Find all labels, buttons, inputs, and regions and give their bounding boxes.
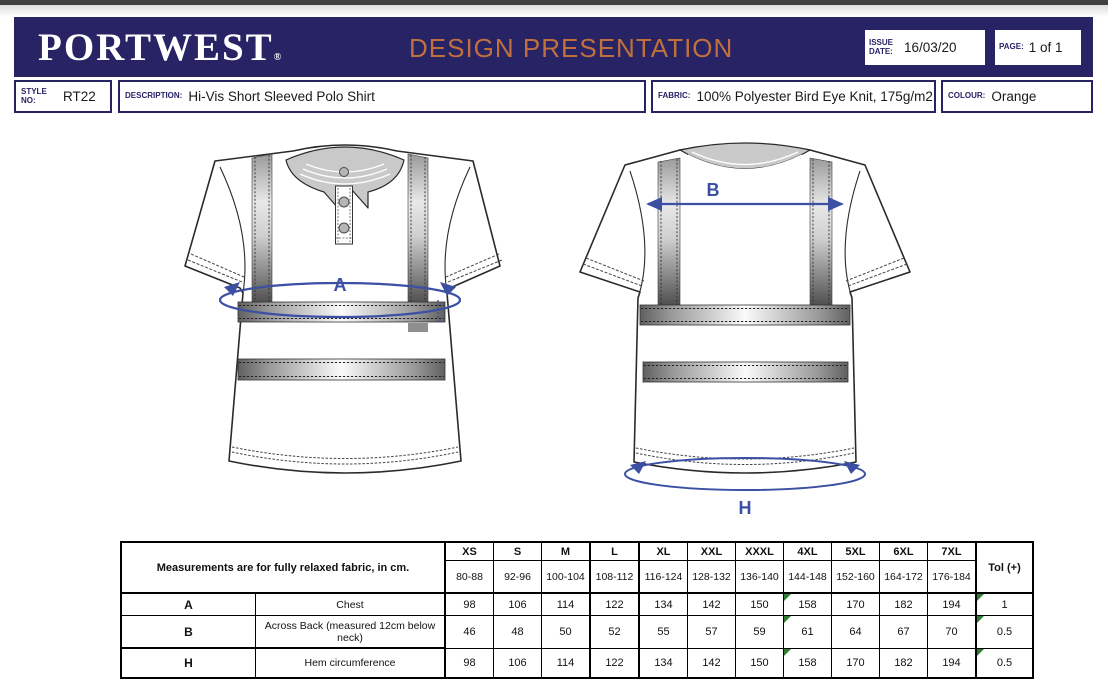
page-label: PAGE: bbox=[999, 42, 1024, 52]
tolerance-col-header: Tol (+) bbox=[976, 542, 1033, 593]
document-title: DESIGN PRESENTATION bbox=[409, 33, 734, 63]
size-col-header: XL bbox=[639, 542, 688, 561]
tolerance-cell: 0.5 bbox=[976, 648, 1033, 678]
size-col-header: M bbox=[542, 542, 591, 561]
description-value: Hi-Vis Short Sleeved Polo Shirt bbox=[188, 89, 375, 104]
measurement-cell: 134 bbox=[639, 593, 688, 616]
measurement-name: Chest bbox=[256, 593, 446, 616]
front-view-drawing bbox=[178, 134, 512, 510]
size-range: 100-104 bbox=[542, 561, 591, 594]
page-number-box bbox=[995, 30, 1081, 65]
size-range: 108-112 bbox=[590, 561, 639, 594]
measurement-letter: B bbox=[121, 616, 256, 649]
issue-date-label: ISSUE DATE: bbox=[869, 37, 894, 56]
style-no-box bbox=[14, 80, 112, 113]
size-range: 80-88 bbox=[445, 561, 494, 594]
measurement-letter: H bbox=[121, 648, 256, 678]
size-range: 92-96 bbox=[494, 561, 542, 594]
size-range: 144-148 bbox=[784, 561, 832, 594]
size-col-header: 7XL bbox=[928, 542, 977, 561]
across-back-letter: B bbox=[706, 180, 720, 200]
size-col-header: L bbox=[590, 542, 639, 561]
size-range: 128-132 bbox=[688, 561, 736, 594]
measurement-cell: 150 bbox=[736, 593, 784, 616]
measurement-cell: 59 bbox=[736, 616, 784, 649]
measurement-cell: 114 bbox=[542, 648, 591, 678]
size-table bbox=[120, 541, 1034, 679]
style-no-value: RT22 bbox=[63, 89, 96, 104]
size-col-header: 6XL bbox=[880, 542, 928, 561]
header-bar bbox=[14, 17, 1093, 77]
measurement-cell: 114 bbox=[542, 593, 591, 616]
measurement-cell: 194 bbox=[928, 648, 977, 678]
colour-label: COLOUR: bbox=[948, 91, 986, 101]
measurement-cell: 194 bbox=[928, 593, 977, 616]
measurement-cell: 64 bbox=[832, 616, 880, 649]
measurement-cell: 52 bbox=[590, 616, 639, 649]
size-col-header: XXL bbox=[688, 542, 736, 561]
fabric-label: FABRIC: bbox=[658, 91, 691, 101]
size-col-header: XXXL bbox=[736, 542, 784, 561]
size-col-header: S bbox=[494, 542, 542, 561]
issue-date-value: 16/03/20 bbox=[904, 40, 957, 55]
page-value: 1 of 1 bbox=[1028, 40, 1063, 55]
measurement-cell: 182 bbox=[880, 648, 928, 678]
front-button-1 bbox=[340, 168, 349, 177]
measurement-name: Hem circumference bbox=[256, 648, 446, 678]
front-button-3 bbox=[339, 223, 349, 233]
measurement-cell: 55 bbox=[639, 616, 688, 649]
measurement-cell: 98 bbox=[445, 648, 494, 678]
measurement-cell: 142 bbox=[688, 648, 736, 678]
size-range: 152-160 bbox=[832, 561, 880, 594]
fabric-value: 100% Polyester Bird Eye Knit, 175g/m2 bbox=[696, 89, 933, 104]
size-range: 176-184 bbox=[928, 561, 977, 594]
measurement-cell: 170 bbox=[832, 593, 880, 616]
measurement-cell: 98 bbox=[445, 593, 494, 616]
measurement-cell: 182 bbox=[880, 593, 928, 616]
style-no-label: STYLE NO: bbox=[21, 86, 47, 105]
size-range: 136-140 bbox=[736, 561, 784, 594]
measurement-cell: 46 bbox=[445, 616, 494, 649]
measurement-cell: 122 bbox=[590, 593, 639, 616]
measurement-cell: 106 bbox=[494, 593, 542, 616]
measurement-cell: 50 bbox=[542, 616, 591, 649]
size-range: 164-172 bbox=[880, 561, 928, 594]
measurement-cell: 67 bbox=[880, 616, 928, 649]
front-button-2 bbox=[339, 197, 349, 207]
description-box bbox=[118, 80, 646, 113]
measurement-cell: 106 bbox=[494, 648, 542, 678]
portwest-logo bbox=[38, 25, 281, 70]
measurement-cell: 158 bbox=[784, 648, 832, 678]
issue-date-box bbox=[865, 30, 985, 65]
measurement-cell: 142 bbox=[688, 593, 736, 616]
measurement-cell: 170 bbox=[832, 648, 880, 678]
registered-mark: ® bbox=[273, 52, 282, 63]
description-label: DESCRIPTION: bbox=[125, 91, 183, 101]
size-range: 116-124 bbox=[639, 561, 688, 594]
back-view-drawing bbox=[578, 136, 918, 522]
measurement-letter: A bbox=[121, 593, 256, 616]
fabric-box bbox=[651, 80, 936, 113]
measurement-cell: 122 bbox=[590, 648, 639, 678]
top-fade bbox=[0, 5, 1108, 17]
hem-letter: H bbox=[738, 498, 752, 518]
measurement-cell: 61 bbox=[784, 616, 832, 649]
size-col-header: 5XL bbox=[832, 542, 880, 561]
size-table-wrapper bbox=[120, 541, 1034, 679]
size-col-header: XS bbox=[445, 542, 494, 561]
measurement-cell: 48 bbox=[494, 616, 542, 649]
measurement-cell: 57 bbox=[688, 616, 736, 649]
measurement-name: Across Back (measured 12cm below neck) bbox=[256, 616, 446, 649]
tolerance-cell: 1 bbox=[976, 593, 1033, 616]
measurement-cell: 134 bbox=[639, 648, 688, 678]
size-col-header: 4XL bbox=[784, 542, 832, 561]
colour-box bbox=[941, 80, 1093, 113]
table-caption: Measurements are for fully relaxed fabric, in cm. bbox=[121, 542, 445, 593]
measurement-cell: 150 bbox=[736, 648, 784, 678]
front-side-label-tag bbox=[408, 323, 428, 332]
measurement-cell: 158 bbox=[784, 593, 832, 616]
chest-measure-letter: A bbox=[333, 275, 347, 295]
colour-value: Orange bbox=[991, 89, 1037, 104]
measurement-cell: 70 bbox=[928, 616, 977, 649]
tolerance-cell: 0.5 bbox=[976, 616, 1033, 649]
brand-text: PORTWEST bbox=[38, 26, 274, 69]
